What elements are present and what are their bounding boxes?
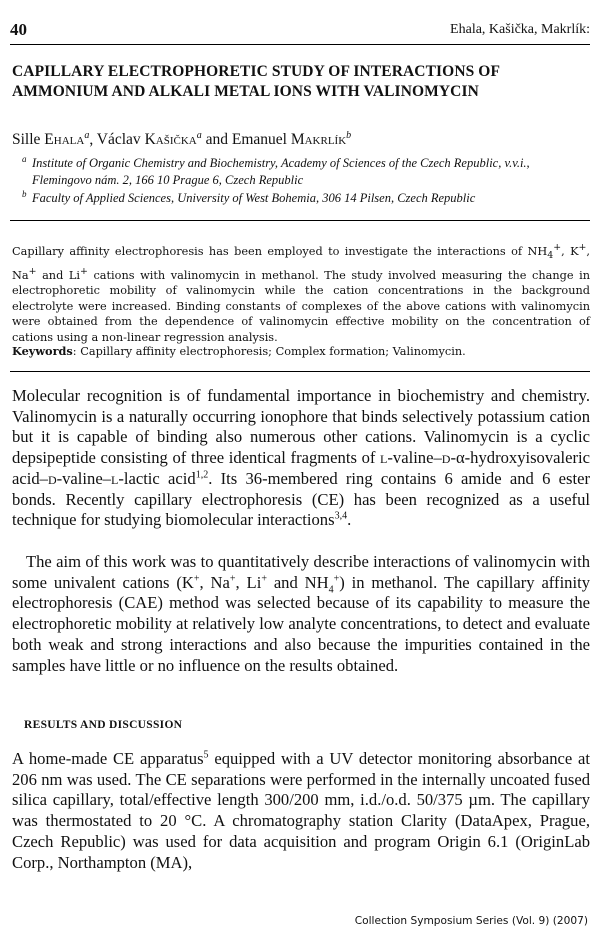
p3-text-a: A home-made CE apparatus: [12, 749, 204, 768]
author-list: [12, 130, 588, 150]
title-line-2: AMMONIUM AND ALKALI METAL IONS WITH VALINOMYCIN: [12, 83, 479, 100]
abstract-bottom-rule: [10, 371, 590, 372]
p1-l-prefix-2: l: [110, 468, 119, 488]
body-paragraph-3: [12, 749, 590, 873]
p2-sub-nh4: 4: [328, 584, 334, 596]
abstract-sup-na: +: [28, 265, 37, 277]
p1-text-a: Molecular recognition is of fundamental importance in biochemistry and chemistry. Valinomycin is a naturally occurring ionophore that binds selectively potassium cation but it is capable of binding also numerous other cations. Valinomycin is a cyclic depsipeptide consisting of three identical fragments of: [12, 386, 590, 468]
p1-l-prefix-1: l: [380, 448, 388, 468]
author-1-last: Ehala: [44, 131, 85, 148]
p1-text-c: .: [347, 510, 352, 530]
affiliation-b-line-1: Faculty of Applied Sciences, University of West Bohemia, 306 14 Pilsen, Czech Republic: [32, 191, 476, 205]
p2-text-b: , Na: [199, 572, 230, 592]
affiliation-a-line-1: Institute of Organic Chemistry and Biochemistry, Academy of Sciences of the Czech Republic, v.v.i.,: [32, 156, 530, 170]
author-1-affil-mark: a: [84, 129, 90, 141]
abstract-sup-nh4: +: [553, 242, 562, 253]
p2-sup-k: +: [193, 573, 200, 585]
p2-sup-nh4: +: [333, 573, 340, 585]
p1-d-prefix-2: d: [47, 468, 57, 488]
author-1-first: Sille: [12, 131, 45, 148]
author-sep-1: , Václav: [89, 131, 145, 148]
body-paragraph-1: [12, 386, 590, 531]
author-3-last: Makrlík: [290, 131, 347, 148]
page-header: [10, 8, 590, 44]
p1-ref-1: 1,2: [195, 469, 209, 481]
abstract: [12, 240, 590, 345]
abstract-text-rest: cations with valinomycin in methanol. The study involved measuring the change in electrophoretic mobility of valinomycin while the cation concentrations in the background electrolyte were increased. Binding constants of complexes of the above cations with valinomycin were obtained from the dependence of valinomycin effective mobility on the concentration of cations using a non-linear regression analysis.: [12, 268, 590, 344]
affiliation-b-mark: b: [22, 189, 27, 199]
abstract-li: and Li: [36, 268, 80, 282]
p1-text-b: . Its 36-membered ring contains 6 amide and 6 ester bonds. Recently capillary electrophoresis (CE) has been recognized as a useful technique for studying biomolecular interactions: [12, 468, 590, 530]
keywords-label: Keywords: [12, 344, 73, 358]
affiliation-b: [22, 190, 588, 207]
abstract-na: , Na: [12, 244, 590, 282]
p3-ref: 5: [203, 749, 209, 761]
author-2-last: Kašička: [144, 131, 197, 148]
affiliation-a-line-2: Flemingovo nám. 2, 166 10 Prague 6, Czech Republic: [32, 173, 304, 187]
page-footer: Collection Symposium Series (Vol. 9) (2007): [354, 915, 588, 927]
author-sep-2: and Emanuel: [201, 131, 291, 148]
p1-lactic: -lactic acid: [118, 468, 196, 488]
p2-text-d: and NH: [266, 572, 329, 592]
p2-sup-li: +: [261, 573, 267, 585]
p2-text-a: The aim of this work was to quantitatively describe interactions of valinomycin with some univalent cations (K: [12, 552, 590, 592]
keywords: [12, 344, 590, 360]
abstract-k: K: [570, 244, 579, 258]
p1-hydroxy: -α-hydroxyisovaleric acid–: [12, 448, 590, 488]
p1-valine-1: -valine–: [387, 448, 442, 468]
header-rule: [10, 44, 590, 45]
p1-valine-2: -valine–: [56, 468, 111, 488]
keywords-text: : Capillary affinity electrophoresis; Complex formation; Valinomycin.: [72, 345, 466, 358]
p1-ref-2: 3,4: [334, 510, 348, 522]
section-heading: RESULTS AND DISCUSSION: [24, 719, 183, 731]
p3-text-b: equipped with a UV detector monitoring absorbance at 206 nm was used. The CE separations were performed in the internally uncoated fused silica capillary, total/effective length 300/200 mm, i.d./o.d. 50/375 µm. The capillary was thermostated to 20 °C. A chromatography station Clarity (DataApex, Prague, Czech Republic) was used for data acquisition and program Origin 6.1 (OriginLab Corp., Northampton (MA),: [12, 749, 590, 872]
body-paragraph-2: [12, 552, 590, 676]
abstract-sup-li: +: [80, 265, 88, 277]
running-head: Ehala, Kašička, Makrlík:: [450, 22, 590, 37]
affiliation-a-mark: a: [22, 154, 27, 164]
author-2-affil-mark: a: [196, 129, 202, 141]
abstract-text-1: Capillary affinity electrophoresis has been employed to investigate the interactions of NH: [12, 244, 548, 258]
abstract-sub-nh4: 4: [547, 250, 554, 262]
p2-text-c: , Li: [235, 572, 262, 592]
affiliation-a: [22, 155, 588, 189]
title-line-1: CAPILLARY ELECTROPHORETIC STUDY OF INTERACTIONS OF: [12, 63, 501, 80]
p2-text-e: ) in methanol. The capillary affinity electrophoresis (CAE) method was selected because of its capability to measure the electrophoretic mobility at relatively low analyte concentrations, to detect and evaluate both weak and strong interactions and also because the impurities contained in the samples have little or no influence on the results obtained.: [12, 572, 590, 675]
abstract-top-rule: [10, 220, 590, 221]
p2-sup-na: +: [229, 573, 236, 585]
abstract-sup-k: +: [578, 242, 587, 253]
page-number: 40: [10, 20, 27, 39]
p1-d-prefix-1: d: [441, 448, 451, 468]
article-title: [12, 62, 588, 102]
author-3-affil-mark: b: [346, 129, 352, 141]
abstract-text-2: ,: [561, 244, 565, 258]
